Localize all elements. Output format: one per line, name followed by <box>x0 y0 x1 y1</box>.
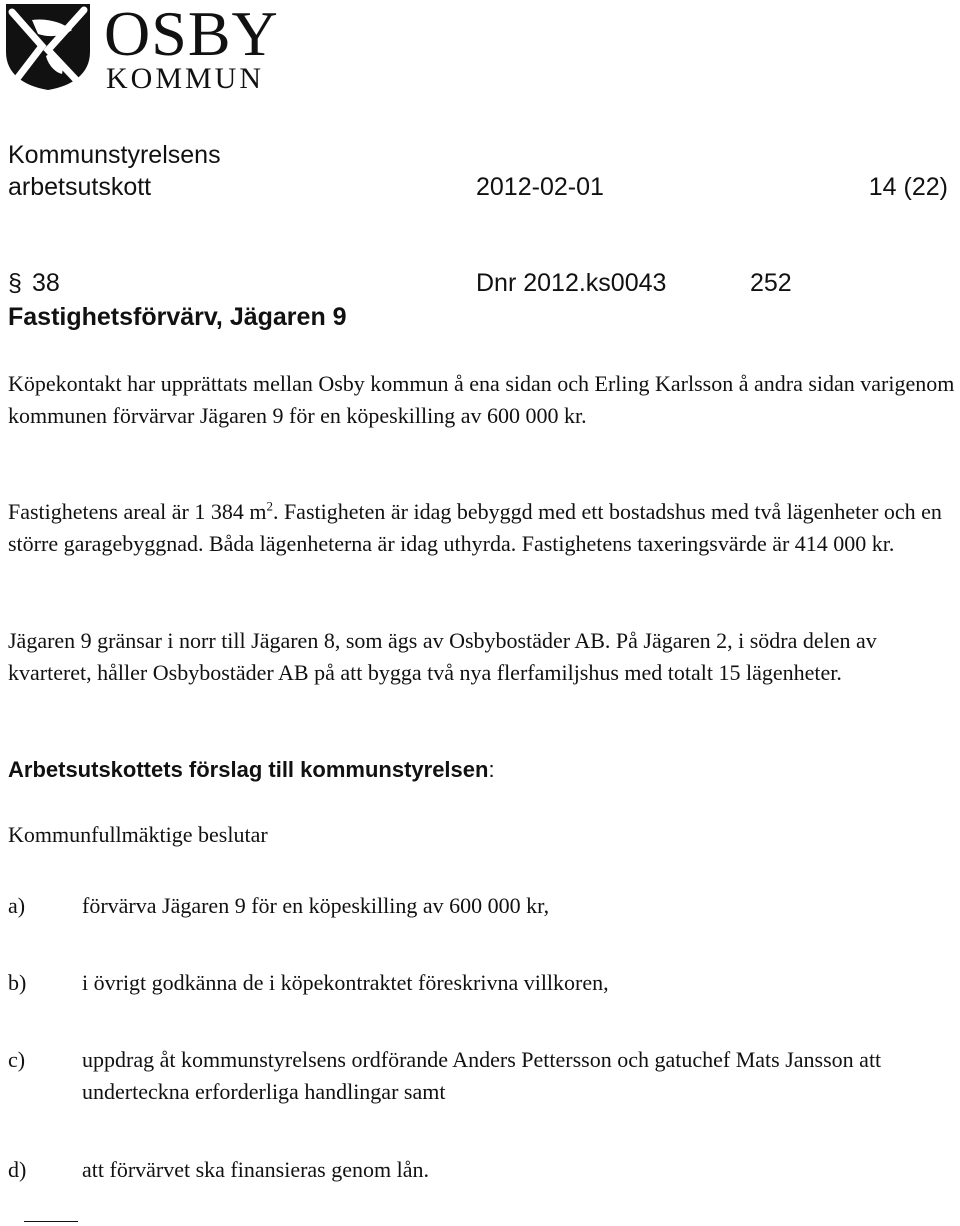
item-text: i övrigt godkänna de i köpekontraktet föreskrivna villkoren, <box>82 970 609 995</box>
decision-item <box>8 1154 956 1186</box>
item-text: förvärva Jägaren 9 för en köpeskilling av 600 000 kr, <box>82 893 550 918</box>
item-marker: b) <box>8 970 27 995</box>
paragraph-text <box>8 496 956 560</box>
logo-subtitle: KOMMUN <box>106 62 265 95</box>
item-marker: a) <box>8 893 26 918</box>
decision-item <box>8 1044 956 1108</box>
decision-item <box>8 890 956 922</box>
decision-intro: Kommunfullmäktige beslutar <box>8 822 268 847</box>
section-number: 38 <box>32 269 60 297</box>
section-title: Fastighetsförvärv, Jägaren 9 <box>8 303 347 331</box>
paragraph-text-part: . Fastigheten är idag bebyggd med ett bostadshus med två lägenheter och en större garagebyggnad. Båda lägenheterna är idag uthyrda. Fastighetens taxeringsvärde är 414 000 kr. <box>8 499 942 556</box>
proposal-heading-text: Arbetsutskottets förslag till kommunstyrelsen <box>8 757 489 782</box>
item-text: uppdrag åt kommunstyrelsens ordförande Anders Pettersson och gatuchef Mats Jansson att underteckna erforderliga handlingar samt <box>82 1047 882 1104</box>
registration-number: Dnr 2012.ks0043 <box>476 269 667 297</box>
paragraph-text: Köpekontakt har upprättats mellan Osby kommun å ena sidan och Erling Karlsson å andra sidan varigenom kommunen förvärvar Jägaren 9 för en köpeskilling av 600 000 kr. <box>8 371 955 428</box>
page-number: 14 (22) <box>868 173 948 201</box>
item-text: att förvärvet ska finansieras genom lån. <box>82 1157 429 1182</box>
paragraph-text-part: Fastighetens areal är 1 384 m <box>8 499 267 524</box>
organization-unit: arbetsutskott <box>8 173 152 201</box>
registration-code: 252 <box>750 269 792 297</box>
item-marker: d) <box>8 1157 27 1182</box>
organization-name: Kommunstyrelsens <box>8 141 221 169</box>
superscript: 2 <box>266 498 273 514</box>
proposal-heading-colon: : <box>488 757 495 782</box>
osby-coat-of-arms-logo <box>2 0 94 92</box>
paragraph-purchase-contract <box>8 368 956 432</box>
proposal-heading <box>8 755 495 785</box>
paragraph-neighbouring-properties <box>8 625 956 689</box>
logo-wordmark <box>104 2 279 94</box>
section-sign: § <box>8 269 22 297</box>
document-date: 2012-02-01 <box>476 173 604 201</box>
footnote-divider <box>24 1221 78 1222</box>
paragraph-text: Jägaren 9 gränsar i norr till Jägaren 8, som ägs av Osbybostäder AB. På Jägaren 2, i södra delen av kvarteret, håller Osbybostäder AB på att bygga två nya flerfamiljshus med totalt 15 lägenheter. <box>8 628 877 685</box>
decision-item <box>8 967 956 999</box>
logo-name: OSBY <box>104 0 279 69</box>
paragraph-property-details <box>8 496 956 560</box>
item-marker: c) <box>8 1047 26 1072</box>
